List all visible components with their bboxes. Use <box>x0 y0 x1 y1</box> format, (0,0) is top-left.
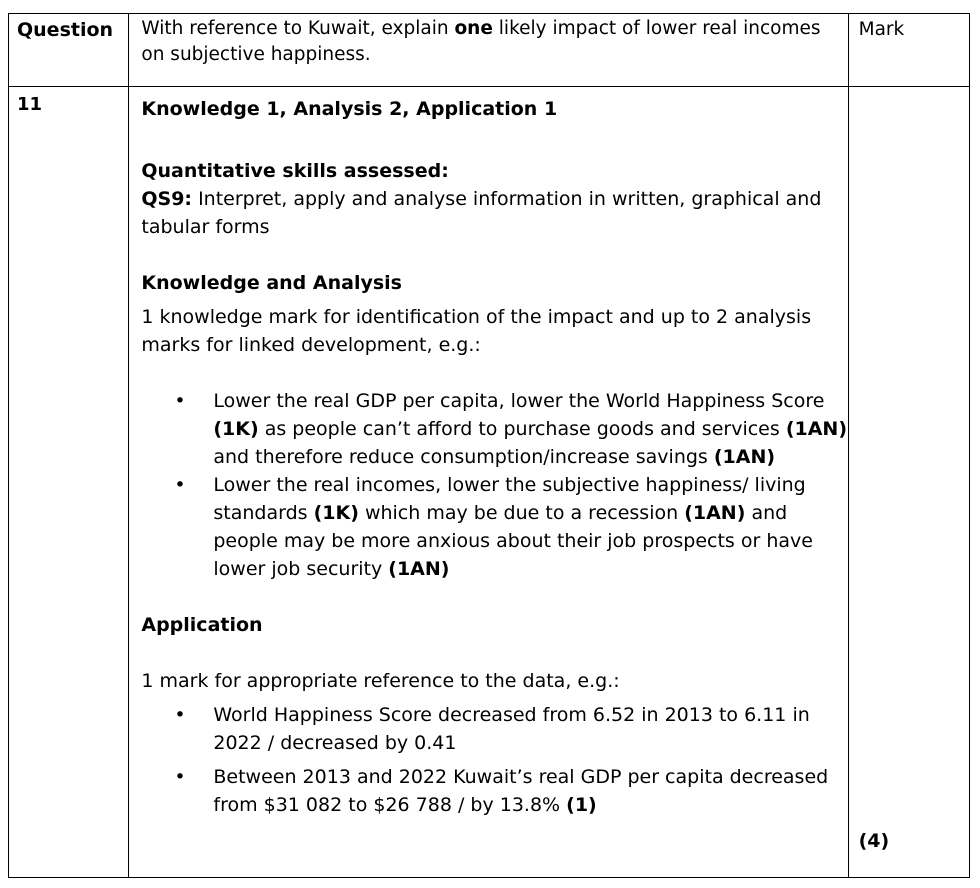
mark-cell <box>848 87 969 878</box>
bullet-text: Lower the real incomes, lower the subjective happiness/ living standards <box>213 474 806 524</box>
mark-code: (1AN) <box>388 558 450 580</box>
ka-intro: 1 knowledge mark for identification of the impact and up to 2 analysis marks for linked development, e.g.: <box>141 306 812 356</box>
question-number-cell <box>9 87 129 878</box>
ka-heading: Knowledge and Analysis <box>141 272 402 294</box>
mark-code: (1AN) <box>684 502 746 524</box>
bullet-text: which may be due to a recession <box>358 502 685 524</box>
answer-row <box>9 87 970 878</box>
guidance-content <box>129 87 847 877</box>
ka-bullet-list <box>141 387 847 583</box>
marks-breakdown: Knowledge 1, Analysis 2, Application 1 <box>141 98 558 120</box>
guidance-cell <box>129 87 848 878</box>
mark-total: (4) <box>858 830 890 852</box>
mark-header-cell <box>848 14 969 87</box>
ka-bullet <box>141 387 847 471</box>
question-header-cell <box>9 14 129 87</box>
prompt-emphasis: one <box>454 18 493 39</box>
mark-header: Mark <box>858 19 905 40</box>
application-bullet: • World Happiness Score decreased from 6.52 in 2013 to 6.11 in 2022 / decreased by 0.41 <box>141 701 847 757</box>
mark-code: (1K) <box>213 418 259 440</box>
mark-code: (1) <box>566 794 597 816</box>
ka-bullet <box>141 471 847 583</box>
prompt-text-1: With reference to Kuwait, explain <box>141 18 455 39</box>
mark-code: (1K) <box>313 502 359 524</box>
question-prompt <box>129 14 847 68</box>
bullet-text: and people may be more anxious about their job prospects or have lower job security <box>213 502 813 580</box>
application-intro: 1 mark for appropriate reference to the data, e.g.: <box>141 670 620 692</box>
mark-code: (1AN) <box>713 446 776 468</box>
bullet-text: Between 2013 and 2022 Kuwait’s real GDP per capita decreased from $31 082 to $26 788 / by 13.8% <box>213 766 829 816</box>
application-bullet <box>141 763 847 819</box>
prompt-text-2: likely impact of lower real incomes on subjective happiness. <box>141 18 821 65</box>
application-heading: Application <box>141 614 263 636</box>
bullet-text: Lower the real GDP per capita, lower the World Happiness Score <box>213 390 825 412</box>
mark-code: (1AN) <box>785 418 848 440</box>
qs-code: QS9: <box>141 188 193 210</box>
prompt-cell <box>129 14 848 87</box>
question-number: 11 <box>17 94 43 115</box>
qs-heading: Quantitative skills assessed: <box>141 160 449 182</box>
application-bullet-list <box>141 701 847 819</box>
qs-line <box>141 185 847 241</box>
question-header: Question <box>17 19 114 41</box>
mark-scheme-table <box>8 13 970 878</box>
bullet-text: and therefore reduce consumption/increase savings <box>213 446 714 468</box>
bullet-text: as people can’t afford to purchase goods and services <box>258 418 786 440</box>
header-row <box>9 14 970 87</box>
qs-text: Interpret, apply and analyse information in written, graphical and tabular forms <box>141 188 822 238</box>
